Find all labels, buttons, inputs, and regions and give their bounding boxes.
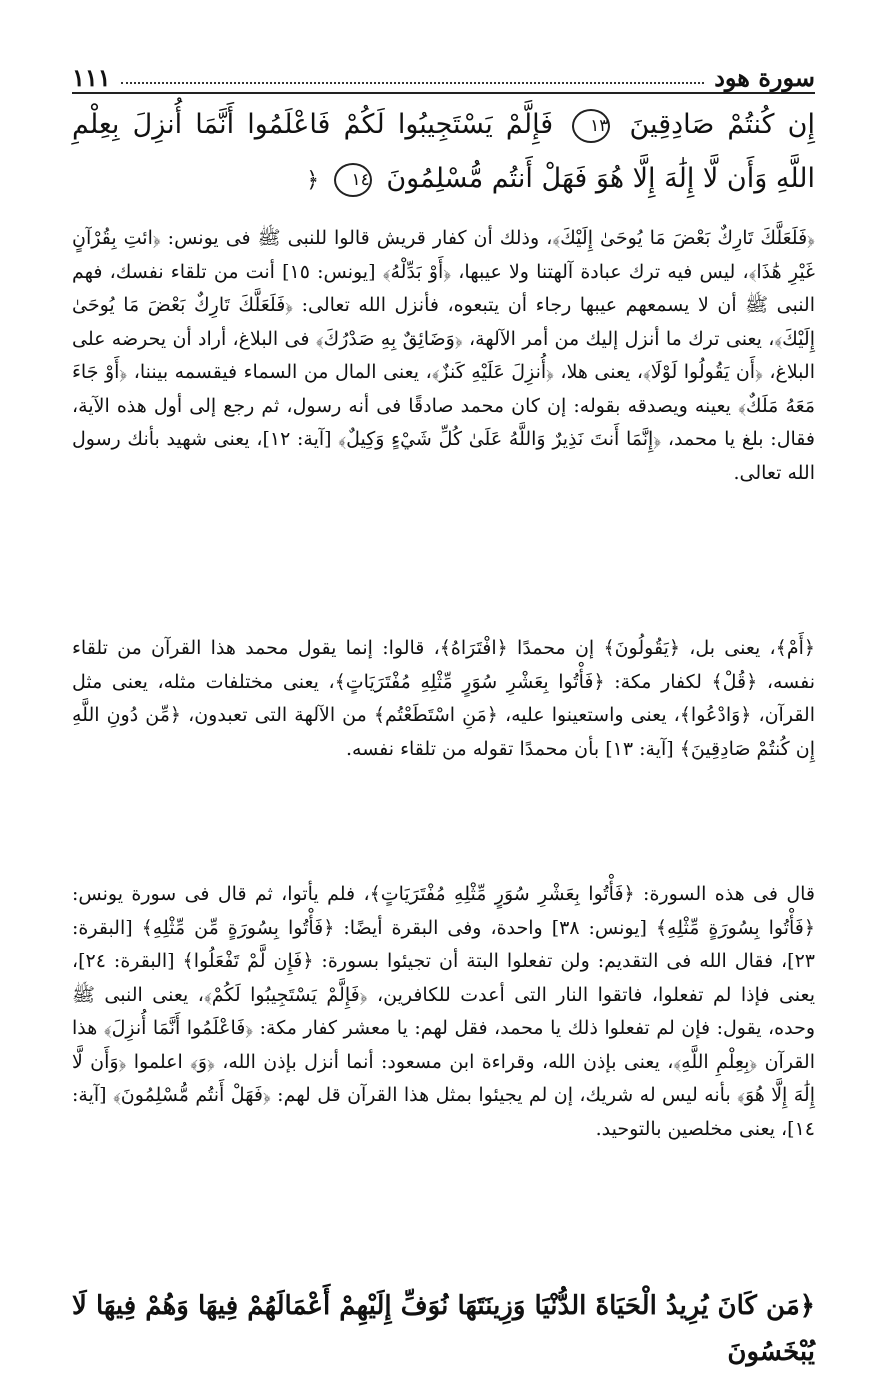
paragraph-text: قال فى هذه السورة: ﴿فَأْتُوا بِعَشْرِ سُوَرٍ مِّثْلِهِ مُفْتَرَيَاتٍ﴾، فلم يأتوا، ثم قال فى سورة يونس: ﴿فَأْتُوا بِسُورَةٍ مِّثْلِهِ﴾ [يونس: ٣٨] واحدة، وفى البقرة أيضًا: ﴿فَأْتُوا بِسُورَةٍ مِّن مِّثْلِهِ﴾ [البقرة: ٢٣]، فقال الله فى التقديم: ولن تفعلوا البتة أن تجيئوا بسورة: ﴿فَإِن لَّمْ تَفْعَلُوا﴾ [البقرة: ٢٤]، يعنى فإذا لم تفعلوا، فاتقوا النار التى أعدت للكافرين، ﴿فَإِلَّمْ يَسْتَجِيبُوا لَكُمْ﴾، يعنى النبى ﷺ وحده، يقول: فإن لم تفعلوا ذلك يا محمد، فقل لهم: يا معشر كفار مكة: ﴿فَاعْلَمُوا أَنَّمَا أُنزِلَ﴾ هذا القرآن ﴿بِعِلْمِ اللَّهِ﴾، يعنى بإذن الله، وقراءة ابن مسعود: أنما أنزل بإذن الله، ﴿وَ﴾ اعلموا ﴿وَأَن لَّا إِلَٰهَ إِلَّا هُوَ﴾ بأنه ليس له شريك، إن لم يجيئوا بمثل هذا القرآن قل لهم: ﴿فَهَلْ أَنتُم مُّسْلِمُونَ﴾ [آية: ١٤]، يعنى مخلصين بالتوحيد.: [72, 883, 815, 1140]
verse-close-bracket: ﴿: [306, 168, 320, 193]
ayah-number-marker: ١٤: [334, 163, 372, 197]
quran-verse-text: [72, 98, 815, 208]
header-dotted-leader: [121, 82, 705, 84]
verse-text-14: فَإِلَّمْ يَسْتَجِيبُوا لَكُمْ فَاعْلَمُوا أَنَّمَا أُنزِلَ بِعِلْمِ اللَّهِ وَأَن لَّا إِلَٰهَ إِلَّا هُوَ فَهَلْ أَنتُم مُّسْلِمُونَ: [72, 109, 815, 194]
ayah-number-marker: ١٣: [572, 109, 610, 143]
commentary-paragraph-1: [72, 222, 815, 490]
commentary-paragraph-2: [72, 632, 815, 766]
next-verse-line: [72, 1283, 815, 1375]
paragraph-text: ﴿أَمْ﴾، يعنى بل، ﴿يَقُولُونَ﴾ إن محمدًا ﴿افْتَرَاهُ﴾، قالوا: إنما يقول محمد هذا القرآن من تلقاء نفسه، ﴿قُلْ﴾ لكفار مكة: ﴿فَأْتُوا بِعَشْرِ سُوَرٍ مِّثْلِهِ مُفْتَرَيَاتٍ﴾، يعنى مختلفات مثله، يعنى مثل القرآن، ﴿وَادْعُوا﴾، يعنى واستعينوا عليه، ﴿مَنِ اسْتَطَعْتُم﴾ من الآلهة التى تعبدون، ﴿مِّن دُونِ اللَّهِ إِن كُنتُمْ صَادِقِينَ﴾ [آية: ١٣] بأن محمدًا تقوله من تلقاء نفسه.: [72, 637, 815, 760]
commentary-paragraph-3: [72, 878, 815, 1146]
paragraph-text: ﴿مَن كَانَ يُرِيدُ الْحَيَاةَ الدُّنْيَا وَزِينَتَهَا نُوَفِّ إِلَيْهِمْ أَعْمَالَهُمْ فِيهَا وَهُمْ فِيهَا لَا يُبْخَسُونَ: [72, 1291, 815, 1367]
verse-text-13: إِن كُنتُمْ صَادِقِينَ: [629, 109, 815, 140]
paragraph-text: ﴿فَلَعَلَّكَ تَارِكٌ بَعْضَ مَا يُوحَىٰ إِلَيْكَ﴾، وذلك أن كفار قريش قالوا للنبى ﷺ فى يونس: ﴿ائتِ بِقُرْآنٍ غَيْرِ هَٰذَا﴾، ليس فيه ترك عبادة آلهتنا ولا عيبها، ﴿أَوْ بَدِّلْهُ﴾ [يونس: ١٥] أنت من تلقاء نفسك، فهم النبى ﷺ أن لا يسمعهم عيبها رجاء أن يتبعوه، فأنزل الله تعالى: ﴿فَلَعَلَّكَ تَارِكٌ بَعْضَ مَا يُوحَىٰ إِلَيْكَ﴾، يعنى ترك ما أنزل إليك من أمر الآلهة، ﴿وَضَائِقٌ بِهِ صَدْرُكَ﴾ فى البلاغ، أراد أن يحرضه على البلاغ، ﴿أَن يَقُولُوا لَوْلَا﴾، يعنى هلا، ﴿أُنزِلَ عَلَيْهِ كَنزٌ﴾، يعنى المال من السماء فيقسمه بيننا، ﴿أَوْ جَاءَ مَعَهُ مَلَكٌ﴾ يعينه ويصدقه بقوله: إن كان محمد صادقًا فى أنه رسول، ثم رجع إلى أول هذه الآية، فقال: بلغ يا محمد، ﴿إِنَّمَا أَنتَ نَذِيرٌ وَاللَّهُ عَلَىٰ كُلِّ شَيْءٍ وَكِيلٌ﴾ [آية: ١٢]، يعنى شهيد بأنك رسول الله تعالى.: [72, 227, 815, 484]
surah-title: سورة هود: [714, 63, 815, 92]
quran-verses-block: [72, 98, 815, 208]
page-header: [72, 48, 815, 94]
page-number: ١١١: [72, 63, 111, 92]
